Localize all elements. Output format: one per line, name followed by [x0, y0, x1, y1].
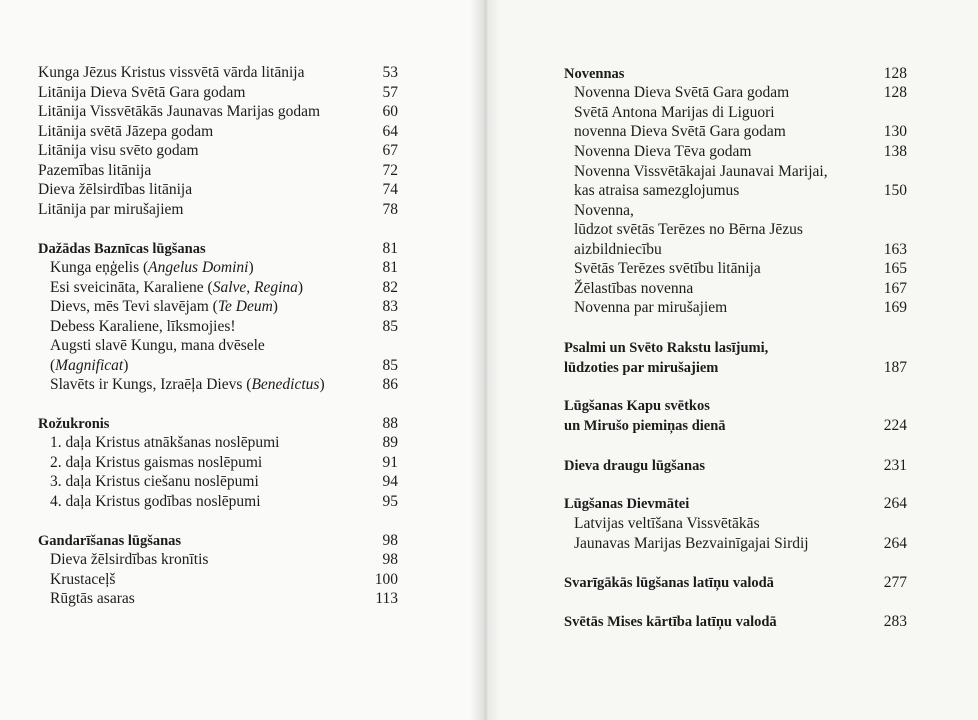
entry-title: Rūgtās asaras [50, 590, 135, 607]
section-heading [38, 531, 398, 551]
toc-entry [564, 122, 907, 142]
entry-page: 82 [382, 279, 398, 296]
entry-title: Krustaceļš [50, 571, 116, 588]
entry-title: lūdzot svētās Terēzes no Bērna Jēzus [574, 221, 803, 238]
toc-entry [564, 514, 907, 534]
entry-title: 4. daļa Kristus godības noslēpumi [50, 493, 261, 510]
toc-entry [564, 259, 907, 279]
entry-title: Novenna par mirušajiem [574, 299, 728, 316]
entry-page: 78 [382, 201, 398, 218]
heading-title: lūdzoties par mirušajiem [564, 360, 719, 376]
entry-page: 86 [382, 376, 398, 393]
entry-title: aizbildniecību [574, 241, 662, 258]
toc-entry [38, 317, 398, 337]
toc-entry [38, 336, 398, 356]
toc-entry [564, 103, 907, 123]
heading-title: Rožukronis [38, 416, 110, 432]
toc-entry [38, 161, 398, 181]
toc-entry [38, 180, 398, 200]
entry-title: Litānija par mirušajiem [38, 201, 184, 218]
toc-entry [564, 220, 907, 240]
toc-entry [38, 492, 398, 512]
heading-title: Lūgšanas Dievmātei [564, 496, 690, 512]
section-heading [564, 338, 907, 358]
entry-page: 74 [382, 181, 398, 198]
toc-entry [38, 433, 398, 453]
toc-entry [38, 122, 398, 142]
heading-page: 98 [382, 532, 398, 549]
entry-title: Svētās Terēzes svētību litānija [574, 260, 761, 277]
toc-entry [564, 298, 907, 318]
entry-page: 72 [382, 162, 398, 179]
heading-page: 277 [883, 574, 907, 591]
entry-title: kas atraisa samezglojumus [574, 182, 740, 199]
entry-page: 169 [883, 299, 907, 316]
heading-title: Dieva draugu lūgšanas [564, 458, 706, 474]
toc-entry [564, 181, 907, 201]
toc-entry [38, 63, 398, 83]
entry-title: Kunga eņģelis (Angelus Domini) [50, 259, 254, 276]
heading-page: 224 [883, 417, 907, 434]
entry-page: 91 [382, 454, 398, 471]
heading-title: Svarīgākās lūgšanas latīņu valodā [564, 575, 774, 591]
entry-page: 57 [382, 84, 398, 101]
entry-title: (Magnificat) [50, 357, 129, 374]
entry-title: novenna Dieva Svētā Gara godam [574, 123, 786, 140]
right-page [486, 0, 978, 720]
toc-entry [38, 278, 398, 298]
entry-page: 98 [382, 551, 398, 568]
entry-page: 167 [883, 280, 907, 297]
toc-entry [564, 83, 907, 103]
entry-title: Latvijas veltīšana Vissvētākās [574, 515, 760, 532]
entry-title: Esi sveicināta, Karaliene (Salve, Regina) [50, 279, 304, 296]
section-heading [564, 494, 907, 514]
entry-title: Pazemības litānija [38, 162, 152, 179]
heading-title: Novennas [564, 66, 625, 82]
toc-entry [38, 550, 398, 570]
heading-page: 264 [883, 495, 907, 512]
entry-title: Kunga Jēzus Kristus vissvētā vārda litānija [38, 64, 305, 81]
toc-entry [38, 570, 398, 590]
section-heading [38, 414, 398, 434]
entry-title: Litānija Dieva Svētā Gara godam [38, 84, 246, 101]
entry-title: Dieva žēlsirdības litānija [38, 181, 193, 198]
toc-entry [564, 240, 907, 260]
entry-page: 138 [883, 143, 907, 160]
entry-title: Dieva žēlsirdības kronītis [50, 551, 209, 568]
toc-entry [564, 201, 907, 221]
entry-page: 113 [375, 590, 398, 607]
toc-entry [38, 589, 398, 609]
entry-page: 67 [382, 142, 398, 159]
entry-page: 264 [883, 535, 907, 552]
heading-title: Psalmi un Svēto Rakstu lasījumi, [564, 340, 769, 356]
entry-title: Žēlastības novenna [574, 280, 694, 297]
toc-entry [38, 200, 398, 220]
toc-entry [38, 375, 398, 395]
entry-page: 150 [883, 182, 907, 199]
toc-entry [38, 102, 398, 122]
toc-entry [564, 142, 907, 162]
entry-title: Novenna, [574, 202, 634, 219]
entry-page: 163 [883, 241, 907, 258]
right-toc [486, 0, 978, 720]
toc-entry [38, 453, 398, 473]
left-toc [0, 0, 486, 720]
entry-page: 94 [382, 473, 398, 490]
entry-title: Novenna Vissvētākajai Jaunavai Marijai, [574, 163, 828, 180]
toc-entry [564, 162, 907, 182]
heading-title: Svētās Mises kārtība latīņu valodā [564, 614, 777, 630]
section-heading [564, 612, 907, 632]
heading-page: 187 [883, 359, 907, 376]
entry-title: Litānija svētā Jāzepa godam [38, 123, 214, 140]
entry-page: 53 [382, 64, 398, 81]
left-page [0, 0, 486, 720]
heading-page: 231 [883, 457, 907, 474]
heading-page: 88 [382, 415, 398, 432]
entry-title: Jaunavas Marijas Bezvainīgajai Sirdij [574, 535, 809, 552]
entry-title: Augsti slavē Kungu, mana dvēsele [50, 337, 265, 354]
section-heading [564, 573, 907, 593]
entry-title: Novenna Dieva Svētā Gara godam [574, 84, 790, 101]
entry-page: 83 [382, 298, 398, 315]
heading-page: 128 [883, 65, 907, 82]
entry-page: 85 [382, 357, 398, 374]
entry-page: 60 [382, 103, 398, 120]
toc-entry [564, 534, 907, 554]
heading-page: 81 [382, 240, 398, 257]
section-heading [564, 456, 907, 476]
heading-title: Lūgšanas Kapu svētkos [564, 398, 710, 414]
heading-title: Dažādas Baznīcas lūgšanas [38, 241, 206, 257]
toc-entry [38, 297, 398, 317]
entry-title: 1. daļa Kristus atnākšanas noslēpumi [50, 434, 280, 451]
entry-title: Debess Karaliene, līksmojies! [50, 318, 236, 335]
heading-title: un Mirušo piemiņas dienā [564, 418, 726, 434]
entry-page: 130 [883, 123, 907, 140]
entry-title: 3. daļa Kristus ciešanu noslēpumi [50, 473, 259, 490]
entry-page: 64 [382, 123, 398, 140]
heading-title: Gandarīšanas lūgšanas [38, 533, 182, 549]
entry-page: 100 [374, 571, 398, 588]
section-heading [564, 358, 907, 378]
entry-title: Litānija Vissvētākās Jaunavas Marijas godam [38, 103, 321, 120]
section-heading [564, 396, 907, 416]
toc-entry [38, 356, 398, 376]
book-gutter [470, 0, 500, 720]
entry-title: Slavēts ir Kungs, Izraēļa Dievs (Benedictus) [50, 376, 325, 393]
toc-entry [38, 258, 398, 278]
toc-entry [38, 472, 398, 492]
entry-page: 128 [883, 84, 907, 101]
entry-title: Dievs, mēs Tevi slavējam (Te Deum) [50, 298, 278, 315]
toc-entry [564, 279, 907, 299]
toc-entry [38, 83, 398, 103]
entry-title: 2. daļa Kristus gaismas noslēpumi [50, 454, 263, 471]
entry-page: 165 [883, 260, 907, 277]
entry-title: Novenna Dieva Tēva godam [574, 143, 752, 160]
entry-page: 85 [382, 318, 398, 335]
entry-title: Svētā Antona Marijas di Liguori [574, 104, 775, 121]
entry-page: 95 [382, 493, 398, 510]
entry-title: Litānija visu svēto godam [38, 142, 199, 159]
heading-page: 283 [883, 613, 907, 630]
entry-page: 81 [382, 259, 398, 276]
section-heading [564, 416, 907, 436]
entry-page: 89 [382, 434, 398, 451]
section-heading [564, 64, 907, 84]
toc-entry [38, 141, 398, 161]
section-heading [38, 239, 398, 259]
